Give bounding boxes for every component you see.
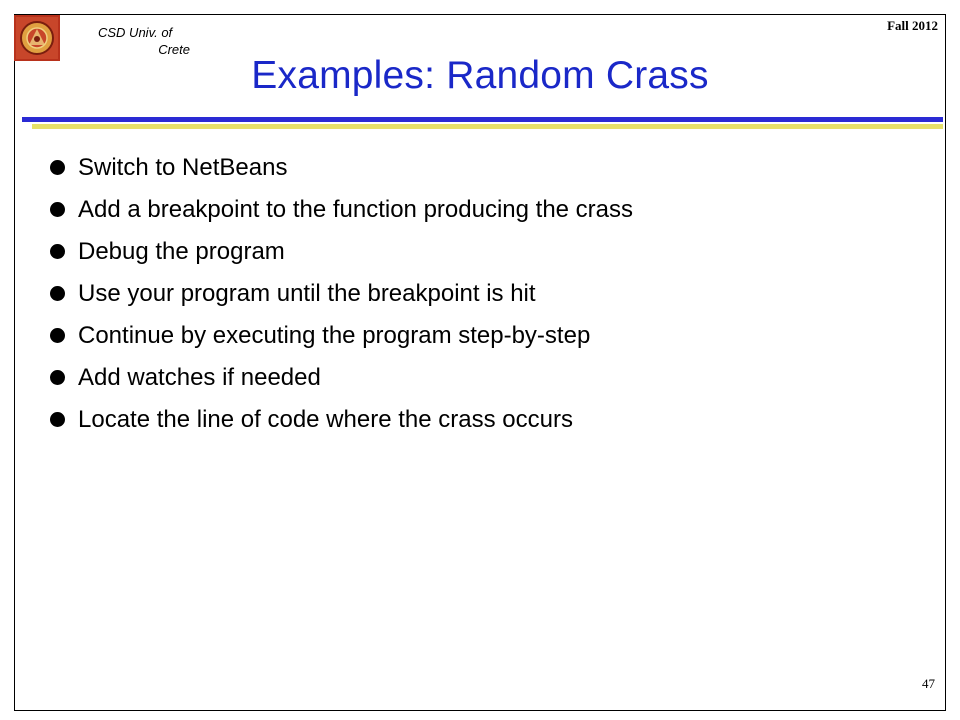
bullet-dot-icon (50, 160, 65, 175)
bullet-item (50, 232, 633, 274)
slide-title: Examples: Random Crass (251, 54, 709, 97)
bullet-text: Continue by executing the program step-by-step (78, 322, 591, 349)
bullet-item (50, 274, 633, 316)
institution-label (86, 24, 190, 58)
bullet-text: Add a breakpoint to the function producing the crass (78, 196, 634, 223)
bullet-dot-icon (50, 370, 65, 385)
bullet-item (50, 148, 633, 190)
bullet-dot-icon (50, 328, 65, 343)
bullet-item (50, 316, 633, 358)
bullet-text: Debug the program (78, 238, 285, 265)
title-rule-yellow (32, 124, 943, 129)
institution-line-1: CSD Univ. of (98, 25, 173, 40)
bullet-dot-icon (50, 412, 65, 427)
bullet-text: Add watches if needed (78, 364, 321, 391)
bullet-list (50, 148, 633, 442)
bullet-text: Locate the line of code where the crass occurs (78, 406, 573, 433)
title-rule-blue (22, 117, 943, 122)
bullet-text: Switch to NetBeans (78, 154, 288, 181)
institution-line-2: Crete (158, 42, 190, 57)
bullet-text: Use your program until the breakpoint is hit (78, 280, 536, 307)
bullet-item (50, 358, 633, 400)
bullet-item (50, 190, 633, 232)
bullet-dot-icon (50, 286, 65, 301)
term-label: Fall 2012 (887, 18, 938, 33)
bullet-item (50, 400, 633, 442)
page-number: 47 (922, 676, 935, 691)
bullet-dot-icon (50, 202, 65, 217)
bullet-dot-icon (50, 244, 65, 259)
